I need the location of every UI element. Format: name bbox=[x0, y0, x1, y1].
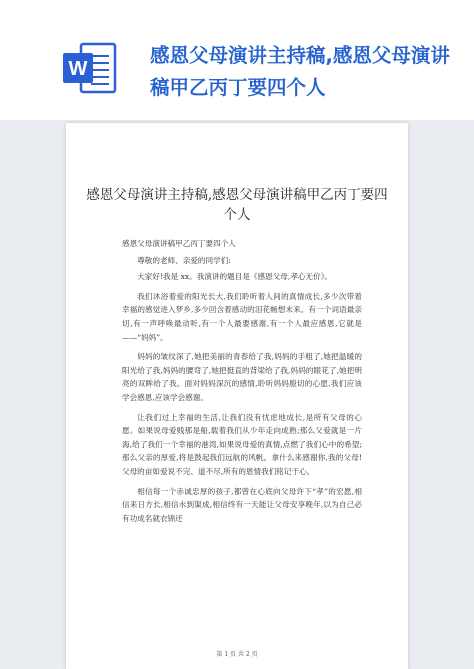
document-page bbox=[66, 123, 408, 669]
paragraph: 妈妈的皱纹深了,她把美丽的青春给了我,妈妈的手粗了,她把温暖的阳光给了我,妈妈的腰弯了,她把挺直的背梁给了我,妈妈的眼花了,她把明亮的双眸给了我。面对妈妈深沉的感情,聆听妈妈殷切的心愿,我们应该学会感恩,应该学会感谢。 bbox=[122, 352, 362, 402]
paragraph: 相信每一个赤诚忠厚的孩子,都曾在心底向父母许下“孝”的宏愿,相信来日方长,相信水到渠成,相信终有一天能让父母安享晚年,以为自己必有功成名就衣锦还 bbox=[122, 486, 362, 523]
paragraph: 让我们过上幸福的生活,让我们没有忧虑地成长,是所有父母的心愿。如果说母爱贱那是船,载着我们从少年走向成熟;那么父爱就是一片海,给了我们一个幸福的港湾,如果说母爱的真情,点燃了我们心中的希望;那么父亲的厚爱,将是鼓起我们远航的风帆。拿什么来感谢你,我的父母!父母的亩如爱说不完、道不尽,所有的恩情我们铭记于心。 bbox=[122, 412, 362, 476]
word-document-icon bbox=[61, 40, 119, 96]
document-title-banner[interactable]: 感恩父母演讲主持稿,感恩父母演讲稿甲乙丙丁要四个人 bbox=[150, 44, 450, 99]
word-icon-letter: W bbox=[68, 58, 88, 80]
page-title: 感恩父母演讲主持稿,感恩父母演讲稿甲乙丙丁要四个人 bbox=[86, 187, 388, 223]
document-body bbox=[122, 237, 362, 531]
subtitle: 感恩父母演讲稿甲乙丙丁要四个人 bbox=[122, 239, 236, 248]
page-number: 第 1 页 共 2 页 bbox=[216, 651, 258, 658]
document-banner bbox=[0, 0, 474, 120]
paragraph: 大家好!我是 xx。我演讲的题目是《感恩父母,孝心无价》。 bbox=[137, 272, 333, 282]
paragraph: 我们沐浴着爱的阳光长大,我们聆听着人间的真情成长,多少次带着幸福的感觉进入梦乡,多少回含着感动的泪花畅想未来。有一个词语最亲切,有一声呼唤最动听,有一个人最要感谢,有一个人最应感恩,它就是——“妈妈”。 bbox=[122, 291, 362, 342]
greeting: 尊敬的老师、亲爱的同学们: bbox=[137, 255, 231, 265]
